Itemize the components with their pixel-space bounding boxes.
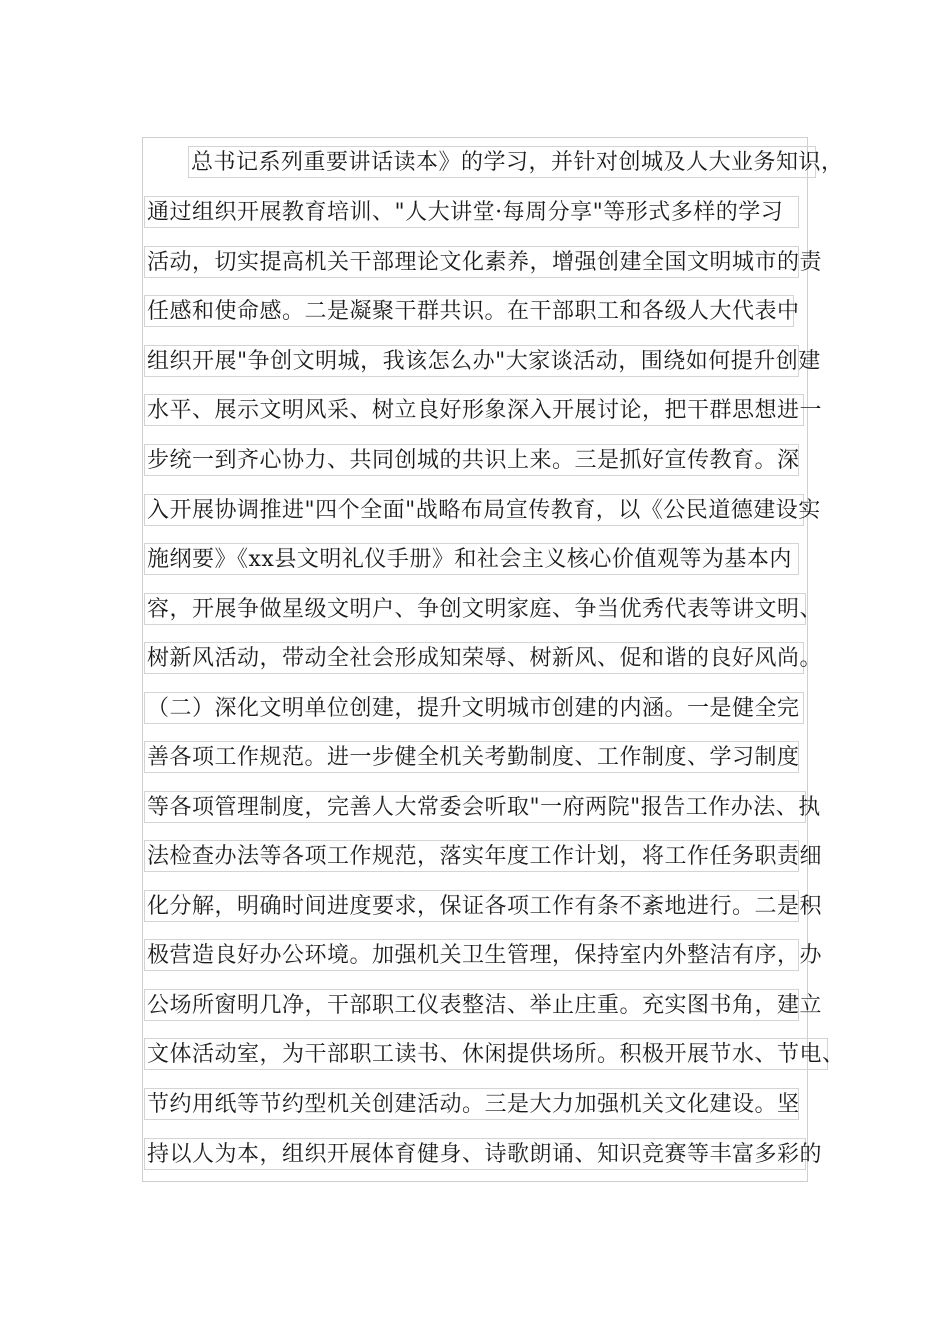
text-line: 极营造良好办公环境。加强机关卫生管理，保持室内外整洁有序，办	[144, 939, 799, 971]
text-line: 法检查办法等各项工作规范，落实年度工作计划，将工作任务职责细	[144, 840, 799, 872]
text-line: 活动，切实提高机关干部理论文化素养，增强创建全国文明城市的责	[144, 246, 799, 278]
text-line: 等各项管理制度，完善人大常委会听取"一府两院"报告工作办法、执	[144, 791, 806, 823]
text-line: 任感和使命感。二是凝聚干群共识。在干部职工和各级人大代表中	[144, 295, 794, 327]
text-line: 步统一到齐心协力、共同创城的共识上来。三是抓好宣传教育。深	[144, 444, 799, 476]
text-line: 总书记系列重要讲话读本》的学习，并针对创城及人大业务知识，	[188, 146, 816, 178]
text-line: 水平、展示文明风采、树立良好形象深入开展讨论，把干群思想进一	[144, 394, 804, 426]
text-line: （二）深化文明单位创建，提升文明城市创建的内涵。一是健全完	[144, 692, 804, 724]
text-line: 容，开展争做星级文明户、争创文明家庭、争当优秀代表等讲文明、	[144, 593, 806, 625]
text-line: 持以人为本，组织开展体育健身、诗歌朗诵、知识竞赛等丰富多彩的	[144, 1138, 806, 1170]
text-line: 施纲要》《xx县文明礼仪手册》和社会主义核心价值观等为基本内	[144, 543, 799, 575]
text-line: 节约用纸等节约型机关创建活动。三是大力加强机关文化建设。坚	[144, 1088, 799, 1120]
text-line: 入开展协调推进"四个全面"战略布局宣传教育，以《公民道德建设实	[144, 494, 804, 526]
text-line: 公场所窗明几净，干部职工仪表整洁、举止庄重。充实图书角，建立	[144, 989, 799, 1021]
text-line: 化分解，明确时间进度要求，保证各项工作有条不紊地进行。二是积	[144, 890, 799, 922]
text-line: 组织开展"争创文明城，我该怎么办"大家谈活动，围绕如何提升创建	[144, 345, 799, 377]
text-line: 树新风活动，带动全社会形成知荣辱、树新风、促和谐的良好风尚。	[144, 642, 804, 674]
text-line: 善各项工作规范。进一步健全机关考勤制度、工作制度、学习制度	[144, 741, 799, 773]
text-line: 通过组织开展教育培训、"人大讲堂·每周分享"等形式多样的学习	[144, 196, 799, 228]
text-line: 文体活动室，为干部职工读书、休闲提供场所。积极开展节水、节电、	[144, 1038, 828, 1070]
